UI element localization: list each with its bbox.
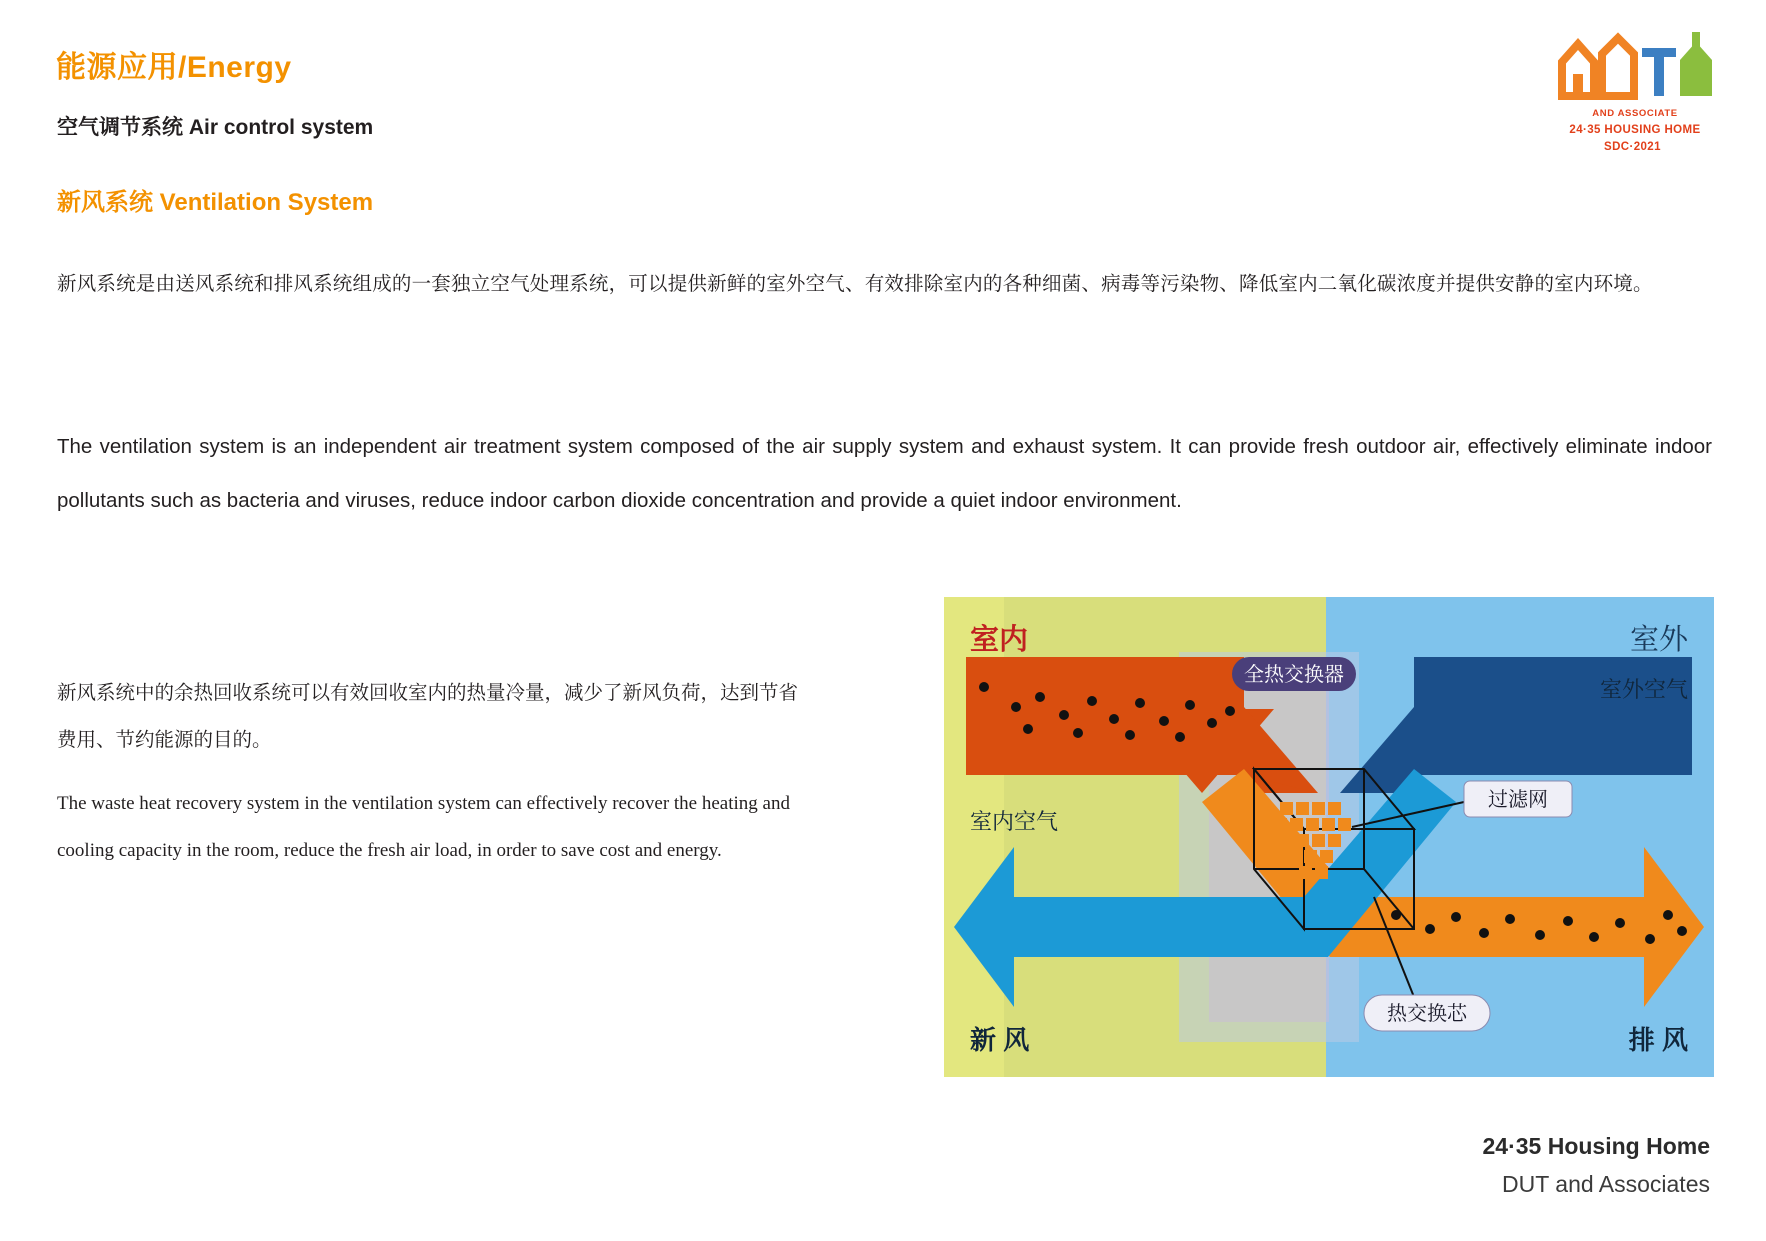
svg-text:过滤网: 过滤网 bbox=[1488, 789, 1548, 811]
footer-line-2: DUT and Associates bbox=[1502, 1171, 1710, 1197]
footer bbox=[1483, 1127, 1711, 1203]
paragraph-en-1: The ventilation system is an independent air treatment system composed of the air supply system and exhaust system. It can provide fresh outdoor air, effectively eliminate indoor pollutants such as bacteria and viruses, reduce indoor carbon dioxide concentration and provide a quiet indoor environment. bbox=[57, 435, 1712, 512]
label-outdoor-air: 室外空气 bbox=[1599, 677, 1688, 702]
dut-logo bbox=[1556, 30, 1714, 160]
svg-text:SDC·2021: SDC·2021 bbox=[1604, 141, 1661, 153]
label-outdoor: 室外 bbox=[1629, 624, 1688, 656]
paragraph-cn-2: 新风系统中的余热回收系统可以有效回收室内的热量冷量，减少了新风负荷，达到节省费用、节约能源的目的。 bbox=[57, 682, 799, 751]
label-indoor-air: 室内空气 bbox=[970, 809, 1059, 834]
ventilation-diagram bbox=[944, 597, 1714, 1077]
callout-exchanger bbox=[1232, 657, 1356, 691]
outdoor-air-arrow bbox=[1414, 657, 1692, 775]
svg-text:AND ASSOCIATE: AND ASSOCIATE bbox=[1592, 108, 1678, 119]
footer-line-1: 24·35 Housing Home bbox=[1482, 1133, 1710, 1159]
page-subtitle: 空气调节系统 Air control system bbox=[57, 116, 374, 139]
label-exhaust-air: 排 风 bbox=[1628, 1025, 1688, 1055]
section-title: 新风系统 Ventilation System bbox=[57, 189, 374, 216]
page-title: 能源应用/Energy bbox=[56, 51, 292, 84]
logo-graphic bbox=[1556, 30, 1714, 160]
svg-text:24·35 HOUSING HOME: 24·35 HOUSING HOME bbox=[1569, 124, 1701, 136]
svg-text:全热交换器: 全热交换器 bbox=[1244, 664, 1344, 686]
label-fresh-air: 新 风 bbox=[970, 1025, 1030, 1055]
label-indoor: 室内 bbox=[970, 624, 1029, 656]
svg-text:热交换芯: 热交换芯 bbox=[1387, 1003, 1467, 1025]
paragraph-en-2: The waste heat recovery system in the ventilation system can effectively recover the heating and cooling capacity in the room, reduce the fresh air load, in order to save cost and energy. bbox=[57, 793, 790, 861]
paragraph-cn-1: 新风系统是由送风系统和排风系统组成的一套独立空气处理系统，可以提供新鲜的室外空气、有效排除室内的各种细菌、病毒等污染物、降低室内二氧化碳浓度并提供安静的室内环境。 bbox=[57, 273, 1653, 295]
